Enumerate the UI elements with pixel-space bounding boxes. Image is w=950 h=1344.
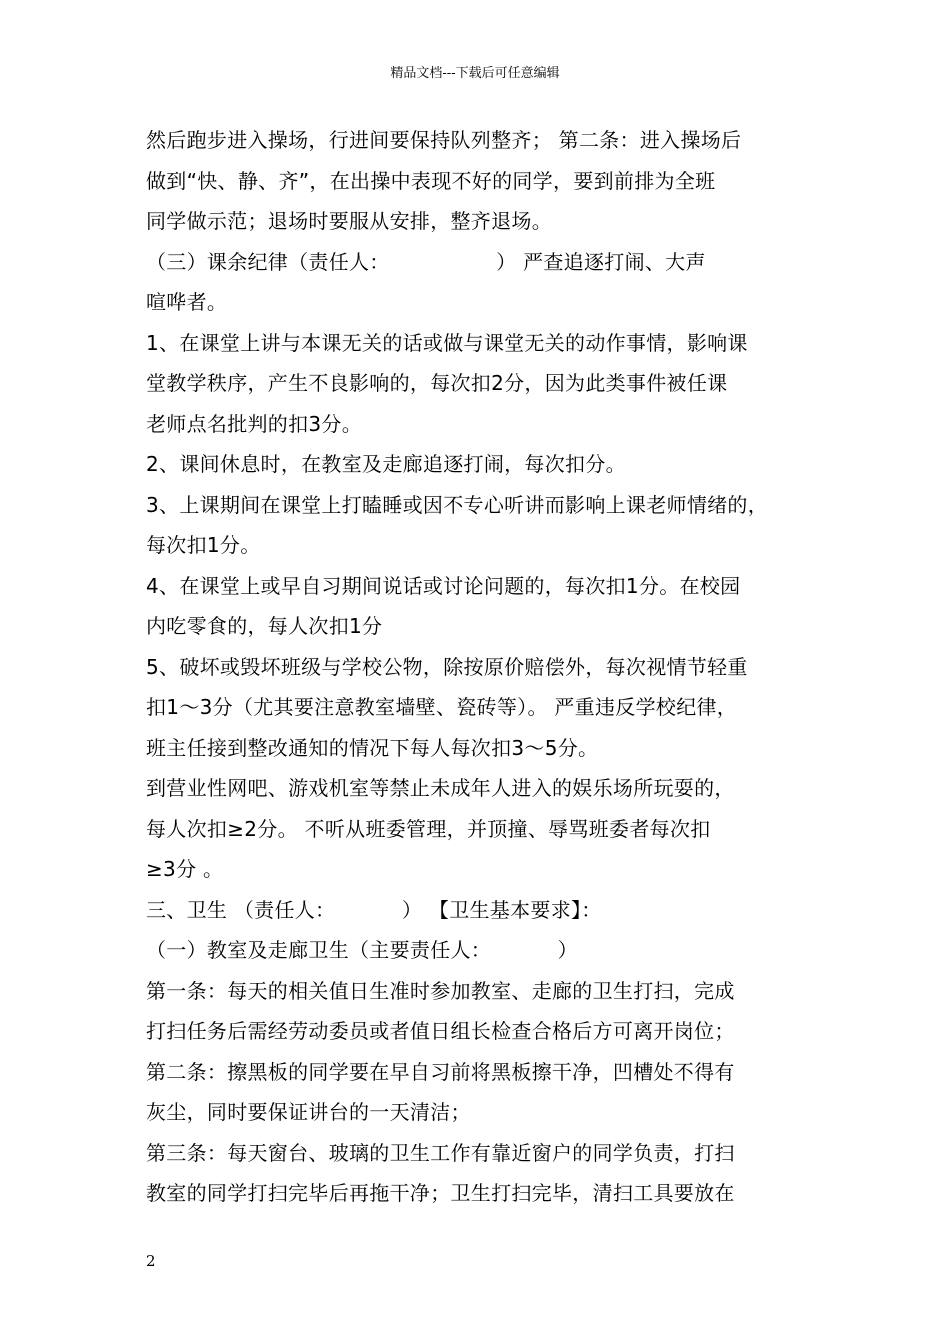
- text-line: 灰尘，同时要保证讲台的一天清洁；: [146, 1100, 471, 1124]
- text-line: 第一条：每天的相关值日生准时参加教室、走廊的卫生打扫，完成: [146, 978, 735, 1003]
- text-line: （一）教室及走廊卫生（主要责任人： ）: [146, 938, 578, 962]
- text-line: 教室的同学打扫完毕后再拖干净；卫生打扫完毕，清扫工具要放在: [146, 1181, 735, 1205]
- text-line: ≥3分 。: [146, 857, 224, 881]
- text-line: 做到“快、静、齐”，在出操中表现不好的同学，要到前排为全班: [146, 168, 716, 193]
- document-body: [146, 120, 826, 1214]
- text-line: 每次扣1分。: [146, 533, 261, 557]
- text-line: 堂教学秩序，产生不良影响的，每次扣2分，因为此类事件被任课: [146, 371, 728, 395]
- text-line: 喧哗者。: [146, 290, 228, 314]
- text-line: 打扫任务后需经劳动委员或者值日组长检查合格后方可离开岗位；: [146, 1019, 735, 1043]
- text-line: 1、在课堂上讲与本课无关的话或做与课堂无关的动作事情，影响课: [146, 330, 748, 355]
- text-line: （三）课余纪律（责任人： ） 严查追逐打闹、大声: [146, 249, 706, 274]
- text-line: 第三条：每天窗台、玻璃的卫生工作有靠近窗户的同学负责，打扫: [146, 1140, 735, 1165]
- text-line: 第二条：擦黑板的同学要在早自习前将黑板擦干净，凹槽处不得有: [146, 1059, 735, 1084]
- text-line: 同学做示范；退场时要服从安排，整齐退场。: [146, 209, 552, 233]
- text-line: 老师点名批判的扣3分。: [146, 411, 363, 436]
- page-number: 2: [146, 1252, 156, 1270]
- text-line: 到营业性网吧、游戏机室等禁止未成年人进入的娱乐场所玩耍的，: [146, 776, 735, 800]
- text-line: 2、课间休息时，在教室及走廊追逐打闹，每次扣分。: [146, 452, 626, 476]
- text-line: 3、上课期间在课堂上打瞌睡或因不专心听讲而影响上课老师情绪的，: [146, 492, 769, 517]
- text-line: 三、卫生 （责任人： ） 【卫生基本要求】：: [146, 897, 602, 922]
- text-line: 内吃零食的，每人次扣1分: [146, 614, 383, 638]
- text-line: 5、破坏或毁坏班级与学校公物，除按原价赔偿外，每次视情节轻重: [146, 654, 748, 679]
- page-header: 精品文档---下载后可任意编辑: [390, 66, 560, 81]
- text-line: 扣1～3分（尤其要注意教室墙壁、瓷砖等）。 严重违反学校纪律，: [146, 695, 738, 719]
- text-line: 班主任接到整改通知的情况下每人每次扣3～5分。: [146, 735, 599, 760]
- text-line: 每人次扣≥2分。 不听从班委管理，并顶撞、辱骂班委者每次扣: [146, 816, 711, 841]
- text-line: 4、在课堂上或早自习期间说话或讨论问题的，每次扣1分。在校园: [146, 573, 741, 598]
- text-line: 然后跑步进入操场，行进间要保持队列整齐； 第二条：进入操场后: [146, 128, 742, 152]
